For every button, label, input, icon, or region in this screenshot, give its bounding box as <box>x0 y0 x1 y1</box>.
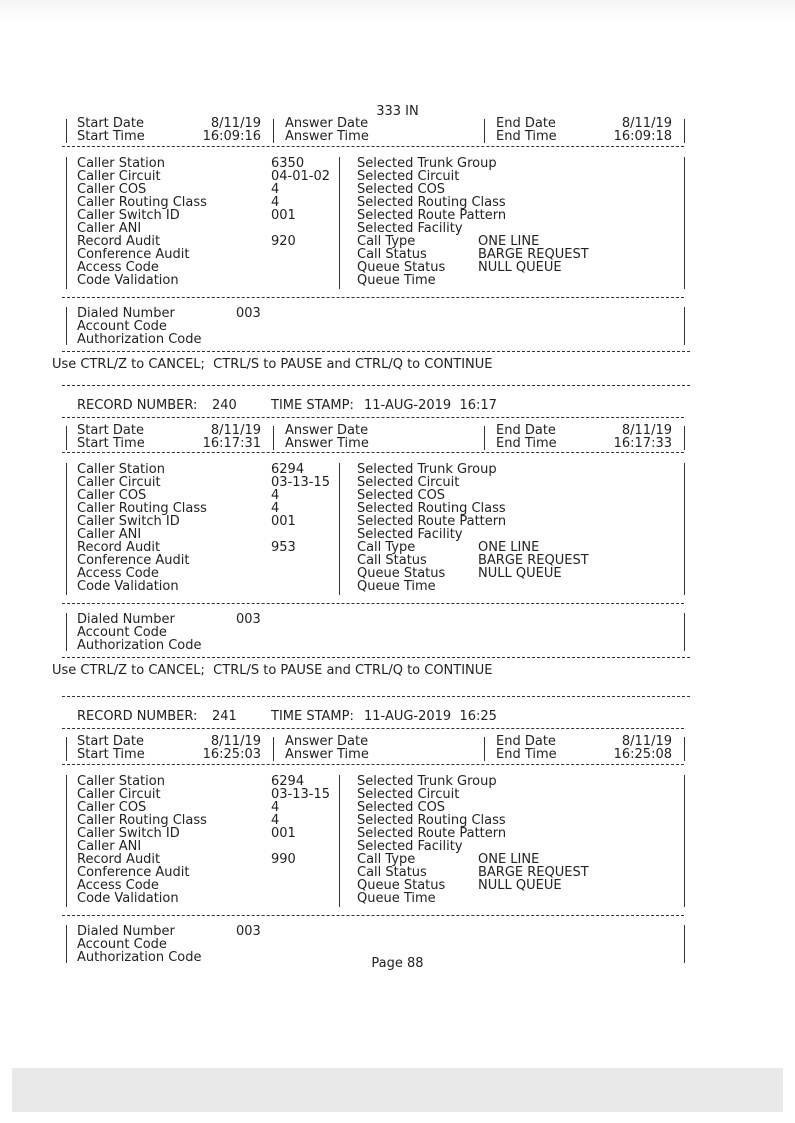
left-field-label: Access Code <box>77 566 159 581</box>
dial-field-value: 003 <box>236 306 261 321</box>
section-rule <box>62 297 684 298</box>
section-rule <box>62 764 684 765</box>
rule-right <box>684 307 685 345</box>
left-field-label: Caller Routing Class <box>77 195 207 210</box>
record-number-value: 241 <box>212 709 237 724</box>
right-field-label: Call Type <box>357 852 416 867</box>
right-field-value: BARGE REQUEST <box>478 247 589 262</box>
rule-mid <box>339 775 340 907</box>
left-field-label: Conference Audit <box>77 865 190 880</box>
rule-mid2 <box>484 119 485 143</box>
right-field-label: Selected Route Pattern <box>357 514 507 529</box>
right-field-value: BARGE REQUEST <box>478 865 589 880</box>
right-field-label: Queue Status <box>357 566 446 581</box>
rule-left <box>66 307 67 345</box>
time-stamp-value: 11-AUG-2019 16:25 <box>364 709 497 724</box>
left-field-label: Caller Station <box>77 462 165 477</box>
right-field-label: Selected Trunk Group <box>357 462 497 477</box>
rule-right <box>684 775 685 907</box>
dial-field-label: Dialed Number <box>77 306 175 321</box>
scan-edge <box>0 0 795 20</box>
record-bottom-rule <box>62 657 690 658</box>
left-field-label: Caller COS <box>77 800 147 815</box>
left-field-value: 6294 <box>271 774 305 789</box>
left-field-value: 001 <box>271 208 296 223</box>
end-date-label: End Date <box>496 734 556 749</box>
end-time-label: End Time <box>496 436 557 451</box>
right-field-label: Selected Circuit <box>357 475 460 490</box>
left-field-label: Code Validation <box>77 579 179 594</box>
right-field-label: Queue Time <box>357 273 436 288</box>
start-date-label: Start Date <box>77 116 144 131</box>
right-field-label: Selected Facility <box>357 527 463 542</box>
notice-2: Use CTRL/Z to CANCEL; CTRL/S to PAUSE and CTRL/Q to CONTINUE <box>52 663 493 678</box>
right-field-value: BARGE REQUEST <box>478 553 589 568</box>
rule-mid <box>273 737 274 761</box>
dial-field-label: Dialed Number <box>77 924 175 939</box>
time-stamp-label: TIME STAMP: <box>271 398 354 413</box>
right-field-label: Selected Circuit <box>357 169 460 184</box>
left-field-label: Caller ANI <box>77 839 142 854</box>
right-field-label: Selected Trunk Group <box>357 156 497 171</box>
dial-field-label: Account Code <box>77 319 167 334</box>
left-field-label: Access Code <box>77 878 159 893</box>
section-rule <box>62 915 684 916</box>
end-date-label: End Date <box>496 423 556 438</box>
right-field-label: Selected COS <box>357 182 446 197</box>
answer-time-label: Answer Time <box>285 436 369 451</box>
right-field-label: Selected Facility <box>357 839 463 854</box>
right-field-label: Selected Routing Class <box>357 813 506 828</box>
answer-date-label: Answer Date <box>285 734 369 749</box>
dial-field-label: Account Code <box>77 625 167 640</box>
end-time-label: End Time <box>496 747 557 762</box>
dial-field-label: Authorization Code <box>77 332 202 347</box>
end-time-value: 16:09:18 <box>613 129 672 144</box>
notice-1: Use CTRL/Z to CANCEL; CTRL/S to PAUSE and CTRL/Q to CONTINUE <box>52 357 493 372</box>
left-field-label: Caller Switch ID <box>77 514 180 529</box>
start-date-value: 8/11/19 <box>210 423 261 438</box>
right-field-label: Queue Status <box>357 260 446 275</box>
dial-field-label: Authorization Code <box>77 638 202 653</box>
right-field-label: Selected Routing Class <box>357 501 506 516</box>
dial-field-label: Account Code <box>77 937 167 952</box>
dial-field-value: 003 <box>236 612 261 627</box>
answer-date-label: Answer Date <box>285 423 369 438</box>
dial-field-label: Dialed Number <box>77 612 175 627</box>
right-field-label: Selected Circuit <box>357 787 460 802</box>
right-field-label: Queue Status <box>357 878 446 893</box>
left-field-label: Caller Routing Class <box>77 501 207 516</box>
left-field-value: 953 <box>271 540 296 555</box>
rule-right <box>684 157 685 289</box>
right-field-value: NULL QUEUE <box>478 260 562 275</box>
left-field-value: 4 <box>271 813 280 828</box>
right-field-value: ONE LINE <box>478 852 540 867</box>
right-field-label: Queue Time <box>357 891 436 906</box>
record-header-rule <box>62 728 684 729</box>
end-time-value: 16:25:08 <box>613 747 672 762</box>
rule-left <box>66 119 67 143</box>
left-field-label: Caller Switch ID <box>77 208 180 223</box>
left-field-label: Code Validation <box>77 891 179 906</box>
rule-mid2 <box>484 737 485 761</box>
end-time-label: End Time <box>496 129 557 144</box>
start-time-value: 16:17:31 <box>202 436 261 451</box>
page-header: 333 IN <box>376 104 419 119</box>
rule-mid <box>339 157 340 289</box>
end-date-value: 8/11/19 <box>621 423 672 438</box>
start-date-value: 8/11/19 <box>210 734 261 749</box>
left-field-value: 4 <box>271 501 280 516</box>
left-field-value: 4 <box>271 195 280 210</box>
end-date-value: 8/11/19 <box>621 116 672 131</box>
rule-mid <box>273 119 274 143</box>
answer-time-label: Answer Time <box>285 129 369 144</box>
left-field-value: 920 <box>271 234 296 249</box>
rule-right <box>684 119 685 143</box>
rule-left <box>66 613 67 651</box>
rule-left <box>66 426 67 450</box>
start-date-label: Start Date <box>77 423 144 438</box>
left-field-value: 6294 <box>271 462 305 477</box>
left-field-value: 04-01-02 <box>271 169 331 184</box>
right-field-value: NULL QUEUE <box>478 566 562 581</box>
left-field-label: Caller ANI <box>77 527 142 542</box>
time-stamp-value: 11-AUG-2019 16:17 <box>364 398 497 413</box>
rule-right <box>684 426 685 450</box>
left-field-label: Caller COS <box>77 488 147 503</box>
right-field-label: Selected Facility <box>357 221 463 236</box>
right-field-label: Selected COS <box>357 488 446 503</box>
rule-mid <box>273 426 274 450</box>
start-date-value: 8/11/19 <box>210 116 261 131</box>
left-field-label: Caller ANI <box>77 221 142 236</box>
start-date-label: Start Date <box>77 734 144 749</box>
left-field-label: Caller Circuit <box>77 787 161 802</box>
right-field-label: Selected COS <box>357 800 446 815</box>
left-field-label: Caller Circuit <box>77 169 161 184</box>
right-field-label: Selected Route Pattern <box>357 826 507 841</box>
right-field-value: NULL QUEUE <box>478 878 562 893</box>
left-field-label: Caller Routing Class <box>77 813 207 828</box>
rule-right <box>684 463 685 595</box>
section-rule <box>62 603 684 604</box>
right-field-label: Call Status <box>357 553 427 568</box>
start-time-label: Start Time <box>77 129 145 144</box>
right-field-label: Selected Routing Class <box>357 195 506 210</box>
left-field-value: 4 <box>271 800 280 815</box>
left-field-value: 03-13-15 <box>271 787 331 802</box>
left-field-value: 03-13-15 <box>271 475 331 490</box>
record-number-label: RECORD NUMBER: <box>77 709 198 724</box>
record-bottom-rule <box>62 351 690 352</box>
left-field-value: 4 <box>271 182 280 197</box>
record-number-value: 240 <box>212 398 237 413</box>
section-rule <box>62 146 684 147</box>
dial-field-value: 003 <box>236 924 261 939</box>
start-time-value: 16:09:16 <box>202 129 261 144</box>
right-field-label: Selected Route Pattern <box>357 208 507 223</box>
left-field-label: Code Validation <box>77 273 179 288</box>
left-field-label: Record Audit <box>77 540 161 555</box>
left-field-label: Caller Circuit <box>77 475 161 490</box>
answer-date-label: Answer Date <box>285 116 369 131</box>
right-field-label: Call Status <box>357 247 427 262</box>
dial-field-label: Authorization Code <box>77 950 202 965</box>
right-field-label: Call Type <box>357 234 416 249</box>
left-field-label: Conference Audit <box>77 553 190 568</box>
right-field-value: ONE LINE <box>478 234 540 249</box>
record-top-rule <box>62 696 690 697</box>
right-field-label: Call Status <box>357 865 427 880</box>
rule-left <box>66 463 67 595</box>
left-field-label: Conference Audit <box>77 247 190 262</box>
right-field-value: ONE LINE <box>478 540 540 555</box>
left-field-label: Caller Switch ID <box>77 826 180 841</box>
left-field-value: 6350 <box>271 156 305 171</box>
record-number-label: RECORD NUMBER: <box>77 398 198 413</box>
rule-left <box>66 775 67 907</box>
end-time-value: 16:17:33 <box>613 436 672 451</box>
left-field-value: 001 <box>271 514 296 529</box>
rule-left <box>66 157 67 289</box>
end-date-label: End Date <box>496 116 556 131</box>
end-date-value: 8/11/19 <box>621 734 672 749</box>
rule-mid2 <box>484 426 485 450</box>
left-field-label: Caller Station <box>77 774 165 789</box>
right-field-label: Queue Time <box>357 579 436 594</box>
answer-time-label: Answer Time <box>285 747 369 762</box>
left-field-label: Record Audit <box>77 234 161 249</box>
time-stamp-label: TIME STAMP: <box>271 709 354 724</box>
rule-mid <box>339 463 340 595</box>
left-field-label: Access Code <box>77 260 159 275</box>
start-time-value: 16:25:03 <box>202 747 261 762</box>
left-field-value: 990 <box>271 852 296 867</box>
start-time-label: Start Time <box>77 747 145 762</box>
start-time-label: Start Time <box>77 436 145 451</box>
left-field-label: Caller COS <box>77 182 147 197</box>
left-field-label: Record Audit <box>77 852 161 867</box>
section-rule <box>62 452 684 453</box>
rule-right <box>684 737 685 761</box>
scan-footer-band <box>12 1068 783 1112</box>
rule-left <box>66 737 67 761</box>
record-top-rule <box>62 385 690 386</box>
page-number: Page 88 <box>371 956 424 971</box>
record-header-rule <box>62 417 684 418</box>
right-field-label: Call Type <box>357 540 416 555</box>
right-field-label: Selected Trunk Group <box>357 774 497 789</box>
left-field-value: 001 <box>271 826 296 841</box>
rule-right <box>684 613 685 651</box>
left-field-value: 4 <box>271 488 280 503</box>
left-field-label: Caller Station <box>77 156 165 171</box>
